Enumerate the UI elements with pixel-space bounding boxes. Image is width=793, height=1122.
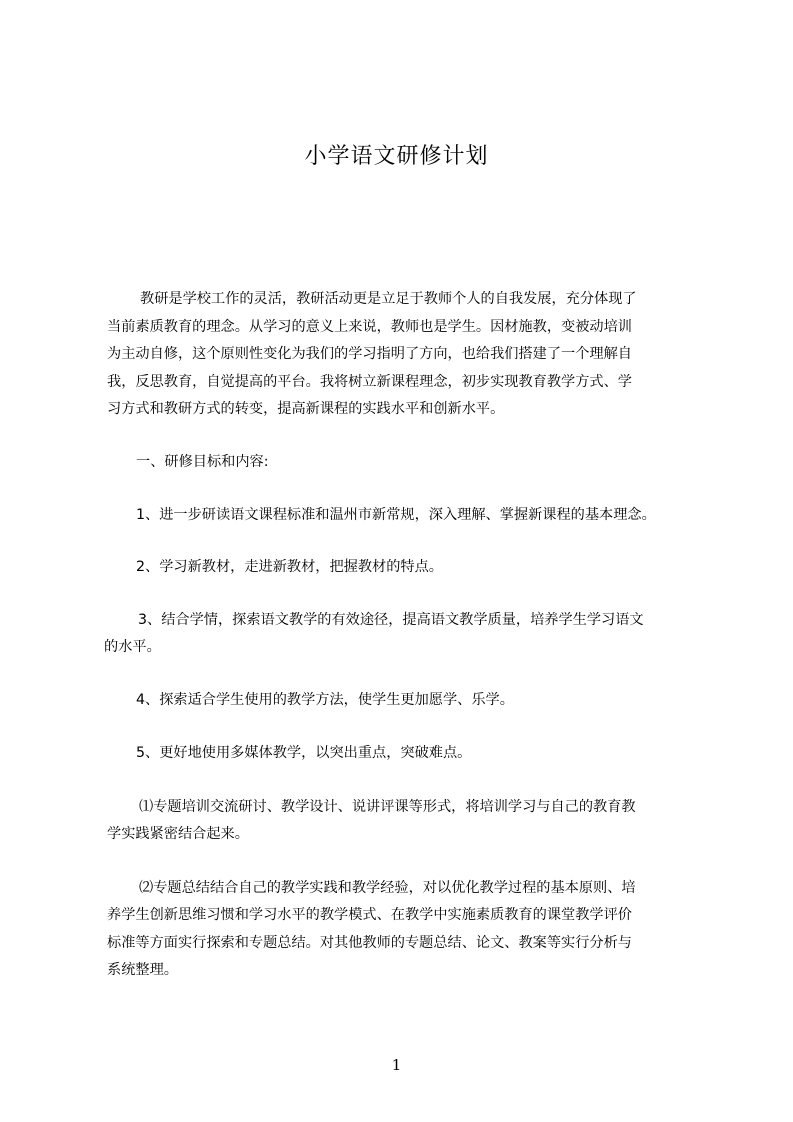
intro-line-5: 习方式和教研方式的转变，提高新课程的实践水平和创新水平。 <box>107 401 505 417</box>
item-5-line-1: 5、更好地使用多媒体教学，以突出重点，突破难点。 <box>136 745 472 761</box>
item-1-line-1: 1、进一步研读语文课程标准和温州市新常规，深入理解、掌握新课程的基本理念。 <box>136 507 656 523</box>
item-2-line-1: 2、学习新教材，走进新教材，把握教材的特点。 <box>136 559 443 575</box>
item-3-line-1: 3、结合学情，探索语文教学的有效途径，提高语文教学质量，培养学生学习语文 <box>138 612 644 628</box>
intro-line-1: 教研是学校工作的灵活，教研活动更是立足于教师个人的自我发展，充分体现了 <box>140 291 637 307</box>
subitem-2-line-2: 养学生创新思维习惯和学习水平的教学模式、在教学中实施素质教育的课堂教学评价 <box>107 907 632 923</box>
item-3-line-2: 的水平。 <box>104 639 161 655</box>
intro-line-2: 当前素质教育的理念。从学习的意义上来说，教师也是学生。因材施教，变被动培训 <box>107 319 632 335</box>
subitem-2-line-1: ⑵专题总结结合自己的教学实践和教学经验，对以优化教学过程的基本原则、培 <box>139 880 636 896</box>
page-number: 1 <box>391 1056 402 1074</box>
subitem-1-line-2: 学实践紧密结合起来。 <box>107 826 249 842</box>
section-heading: 一、研修目标和内容: <box>136 454 269 470</box>
intro-line-4: 我，反思教育，自觉提高的平台。我将树立新课程理念，初步实现教育教学方式、学 <box>107 374 632 390</box>
subitem-2-line-3: 标准等方面实行探索和专题总结。对其他教师的专题总结、论文、教案等实行分析与 <box>107 935 632 951</box>
document-title: 小学语文研修计划 <box>304 144 489 169</box>
intro-line-3: 为主动自修，这个原则性变化为我们的学习指明了方向，也给我们搭建了一个理解自 <box>107 346 632 362</box>
subitem-1-line-1: ⑴专题培训交流研讨、教学设计、说讲评课等形式，将培训学习与自己的教育教 <box>139 799 636 815</box>
subitem-2-line-4: 系统整理。 <box>107 962 178 978</box>
item-4-line-1: 4、探索适合学生使用的教学方法，使学生更加愿学、乐学。 <box>136 692 514 708</box>
